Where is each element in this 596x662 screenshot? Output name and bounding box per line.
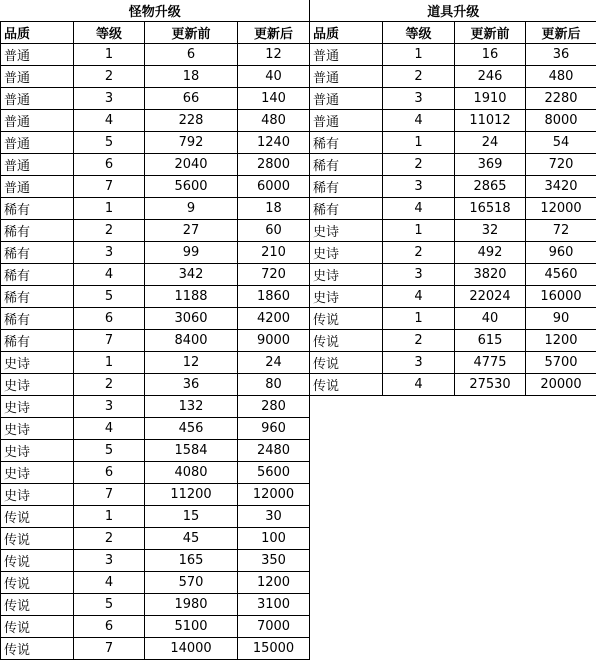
table-row bbox=[1, 44, 310, 66]
quality-cell: 传说 bbox=[1, 506, 74, 528]
after-value-cell: 30 bbox=[238, 506, 310, 528]
quality-cell: 史诗 bbox=[1, 462, 74, 484]
before-value-cell: 3820 bbox=[455, 264, 526, 286]
after-value-cell: 720 bbox=[526, 154, 596, 176]
column-header-level: 等级 bbox=[383, 22, 455, 44]
quality-cell: 稀有 bbox=[310, 176, 383, 198]
level-cell: 1 bbox=[74, 506, 145, 528]
level-cell: 5 bbox=[74, 132, 145, 154]
before-value-cell: 615 bbox=[455, 330, 526, 352]
before-value-cell: 342 bbox=[145, 264, 238, 286]
after-value-cell: 90 bbox=[526, 308, 596, 330]
level-cell: 3 bbox=[383, 264, 455, 286]
level-cell: 7 bbox=[74, 638, 145, 660]
level-cell: 5 bbox=[74, 594, 145, 616]
table-row bbox=[310, 242, 596, 264]
table-row bbox=[1, 396, 310, 418]
level-cell: 2 bbox=[383, 330, 455, 352]
level-cell: 4 bbox=[74, 418, 145, 440]
quality-cell: 史诗 bbox=[1, 396, 74, 418]
level-cell: 2 bbox=[383, 154, 455, 176]
table-row bbox=[310, 66, 596, 88]
after-value-cell: 36 bbox=[526, 44, 596, 66]
table-row bbox=[310, 110, 596, 132]
quality-cell: 稀有 bbox=[310, 132, 383, 154]
quality-cell: 史诗 bbox=[1, 484, 74, 506]
before-value-cell: 5600 bbox=[145, 176, 238, 198]
level-cell: 1 bbox=[74, 44, 145, 66]
quality-cell: 传说 bbox=[310, 374, 383, 396]
quality-cell: 普通 bbox=[1, 66, 74, 88]
table-row bbox=[1, 572, 310, 594]
before-value-cell: 2040 bbox=[145, 154, 238, 176]
quality-cell: 传说 bbox=[1, 550, 74, 572]
table-row bbox=[1, 66, 310, 88]
quality-cell: 稀有 bbox=[1, 264, 74, 286]
before-value-cell: 45 bbox=[145, 528, 238, 550]
before-value-cell: 32 bbox=[455, 220, 526, 242]
quality-cell: 传说 bbox=[310, 352, 383, 374]
quality-cell: 稀有 bbox=[310, 198, 383, 220]
before-value-cell: 246 bbox=[455, 66, 526, 88]
level-cell: 3 bbox=[74, 396, 145, 418]
quality-cell: 史诗 bbox=[310, 242, 383, 264]
level-cell: 4 bbox=[383, 110, 455, 132]
quality-cell: 普通 bbox=[1, 176, 74, 198]
quality-cell: 普通 bbox=[310, 44, 383, 66]
after-value-cell: 8000 bbox=[526, 110, 596, 132]
before-value-cell: 9 bbox=[145, 198, 238, 220]
after-value-cell: 4200 bbox=[238, 308, 310, 330]
after-value-cell: 210 bbox=[238, 242, 310, 264]
after-value-cell: 2480 bbox=[238, 440, 310, 462]
after-value-cell: 80 bbox=[238, 374, 310, 396]
table-row bbox=[1, 308, 310, 330]
before-value-cell: 1980 bbox=[145, 594, 238, 616]
after-value-cell: 40 bbox=[238, 66, 310, 88]
before-value-cell: 1584 bbox=[145, 440, 238, 462]
level-cell: 7 bbox=[74, 330, 145, 352]
level-cell: 3 bbox=[383, 88, 455, 110]
table-row bbox=[1, 374, 310, 396]
before-value-cell: 99 bbox=[145, 242, 238, 264]
table-row bbox=[1, 352, 310, 374]
after-value-cell: 16000 bbox=[526, 286, 596, 308]
before-value-cell: 22024 bbox=[455, 286, 526, 308]
level-cell: 4 bbox=[383, 198, 455, 220]
level-cell: 1 bbox=[74, 198, 145, 220]
after-value-cell: 280 bbox=[238, 396, 310, 418]
item-header-row bbox=[310, 22, 596, 44]
monster-table-title: 怪物升级 bbox=[1, 0, 310, 22]
before-value-cell: 11200 bbox=[145, 484, 238, 506]
table-row bbox=[1, 528, 310, 550]
column-header-before: 更新前 bbox=[455, 22, 526, 44]
after-value-cell: 3100 bbox=[238, 594, 310, 616]
before-value-cell: 27 bbox=[145, 220, 238, 242]
after-value-cell: 1200 bbox=[238, 572, 310, 594]
level-cell: 3 bbox=[383, 352, 455, 374]
quality-cell: 普通 bbox=[310, 66, 383, 88]
table-row bbox=[310, 220, 596, 242]
before-value-cell: 2865 bbox=[455, 176, 526, 198]
quality-cell: 稀有 bbox=[1, 198, 74, 220]
table-row bbox=[1, 616, 310, 638]
level-cell: 6 bbox=[74, 462, 145, 484]
after-value-cell: 140 bbox=[238, 88, 310, 110]
quality-cell: 稀有 bbox=[1, 330, 74, 352]
before-value-cell: 4080 bbox=[145, 462, 238, 484]
after-value-cell: 1860 bbox=[238, 286, 310, 308]
table-row bbox=[1, 506, 310, 528]
after-value-cell: 72 bbox=[526, 220, 596, 242]
level-cell: 7 bbox=[74, 484, 145, 506]
quality-cell: 普通 bbox=[1, 154, 74, 176]
before-value-cell: 1188 bbox=[145, 286, 238, 308]
level-cell: 6 bbox=[74, 308, 145, 330]
before-value-cell: 5100 bbox=[145, 616, 238, 638]
after-value-cell: 4560 bbox=[526, 264, 596, 286]
quality-cell: 普通 bbox=[1, 88, 74, 110]
level-cell: 1 bbox=[383, 220, 455, 242]
level-cell: 2 bbox=[74, 374, 145, 396]
quality-cell: 传说 bbox=[1, 528, 74, 550]
table-row bbox=[310, 374, 596, 396]
level-cell: 3 bbox=[74, 242, 145, 264]
table-row bbox=[1, 132, 310, 154]
level-cell: 2 bbox=[74, 528, 145, 550]
item-upgrade-table bbox=[309, 0, 596, 396]
level-cell: 3 bbox=[74, 88, 145, 110]
table-row bbox=[310, 198, 596, 220]
before-value-cell: 132 bbox=[145, 396, 238, 418]
level-cell: 3 bbox=[74, 550, 145, 572]
after-value-cell: 1200 bbox=[526, 330, 596, 352]
level-cell: 2 bbox=[74, 66, 145, 88]
table-row bbox=[1, 264, 310, 286]
column-header-after: 更新后 bbox=[526, 22, 596, 44]
quality-cell: 史诗 bbox=[1, 352, 74, 374]
level-cell: 6 bbox=[74, 154, 145, 176]
table-row bbox=[310, 44, 596, 66]
after-value-cell: 960 bbox=[238, 418, 310, 440]
after-value-cell: 12 bbox=[238, 44, 310, 66]
after-value-cell: 2800 bbox=[238, 154, 310, 176]
before-value-cell: 12 bbox=[145, 352, 238, 374]
after-value-cell: 480 bbox=[238, 110, 310, 132]
table-row bbox=[310, 132, 596, 154]
quality-cell: 稀有 bbox=[1, 308, 74, 330]
level-cell: 4 bbox=[74, 264, 145, 286]
table-row bbox=[1, 418, 310, 440]
before-value-cell: 18 bbox=[145, 66, 238, 88]
table-row bbox=[310, 308, 596, 330]
level-cell: 4 bbox=[74, 110, 145, 132]
column-header-level: 等级 bbox=[74, 22, 145, 44]
after-value-cell: 20000 bbox=[526, 374, 596, 396]
table-row bbox=[1, 462, 310, 484]
column-header-after: 更新后 bbox=[238, 22, 310, 44]
before-value-cell: 492 bbox=[455, 242, 526, 264]
after-value-cell: 1240 bbox=[238, 132, 310, 154]
before-value-cell: 369 bbox=[455, 154, 526, 176]
table-row bbox=[1, 594, 310, 616]
before-value-cell: 8400 bbox=[145, 330, 238, 352]
before-value-cell: 3060 bbox=[145, 308, 238, 330]
after-value-cell: 350 bbox=[238, 550, 310, 572]
after-value-cell: 54 bbox=[526, 132, 596, 154]
before-value-cell: 14000 bbox=[145, 638, 238, 660]
level-cell: 5 bbox=[74, 286, 145, 308]
quality-cell: 史诗 bbox=[310, 286, 383, 308]
before-value-cell: 16518 bbox=[455, 198, 526, 220]
table-row bbox=[310, 264, 596, 286]
after-value-cell: 720 bbox=[238, 264, 310, 286]
quality-cell: 普通 bbox=[1, 44, 74, 66]
table-row bbox=[1, 154, 310, 176]
quality-cell: 普通 bbox=[1, 132, 74, 154]
after-value-cell: 60 bbox=[238, 220, 310, 242]
table-row bbox=[1, 550, 310, 572]
table-row bbox=[1, 198, 310, 220]
column-header-before: 更新前 bbox=[145, 22, 238, 44]
table-row bbox=[310, 176, 596, 198]
level-cell: 2 bbox=[383, 242, 455, 264]
after-value-cell: 100 bbox=[238, 528, 310, 550]
level-cell: 6 bbox=[74, 616, 145, 638]
quality-cell: 史诗 bbox=[1, 374, 74, 396]
quality-cell: 史诗 bbox=[310, 264, 383, 286]
after-value-cell: 24 bbox=[238, 352, 310, 374]
level-cell: 2 bbox=[74, 220, 145, 242]
table-row bbox=[1, 242, 310, 264]
quality-cell: 史诗 bbox=[1, 418, 74, 440]
table-row bbox=[1, 440, 310, 462]
quality-cell: 普通 bbox=[310, 110, 383, 132]
after-value-cell: 480 bbox=[526, 66, 596, 88]
table-row bbox=[1, 176, 310, 198]
before-value-cell: 11012 bbox=[455, 110, 526, 132]
level-cell: 1 bbox=[383, 44, 455, 66]
quality-cell: 传说 bbox=[1, 572, 74, 594]
before-value-cell: 228 bbox=[145, 110, 238, 132]
after-value-cell: 960 bbox=[526, 242, 596, 264]
after-value-cell: 15000 bbox=[238, 638, 310, 660]
quality-cell: 史诗 bbox=[1, 440, 74, 462]
before-value-cell: 27530 bbox=[455, 374, 526, 396]
level-cell: 1 bbox=[383, 132, 455, 154]
monster-header-row bbox=[1, 22, 310, 44]
quality-cell: 普通 bbox=[310, 88, 383, 110]
after-value-cell: 18 bbox=[238, 198, 310, 220]
table-row bbox=[1, 286, 310, 308]
quality-cell: 传说 bbox=[310, 330, 383, 352]
after-value-cell: 5600 bbox=[238, 462, 310, 484]
after-value-cell: 5700 bbox=[526, 352, 596, 374]
quality-cell: 普通 bbox=[1, 110, 74, 132]
before-value-cell: 456 bbox=[145, 418, 238, 440]
quality-cell: 稀有 bbox=[1, 286, 74, 308]
quality-cell: 传说 bbox=[1, 616, 74, 638]
before-value-cell: 40 bbox=[455, 308, 526, 330]
quality-cell: 传说 bbox=[310, 308, 383, 330]
before-value-cell: 15 bbox=[145, 506, 238, 528]
level-cell: 4 bbox=[383, 374, 455, 396]
before-value-cell: 24 bbox=[455, 132, 526, 154]
level-cell: 5 bbox=[74, 440, 145, 462]
table-row bbox=[1, 110, 310, 132]
after-value-cell: 3420 bbox=[526, 176, 596, 198]
table-row bbox=[1, 88, 310, 110]
table-row bbox=[310, 330, 596, 352]
quality-cell: 稀有 bbox=[1, 220, 74, 242]
after-value-cell: 12000 bbox=[238, 484, 310, 506]
before-value-cell: 36 bbox=[145, 374, 238, 396]
before-value-cell: 4775 bbox=[455, 352, 526, 374]
quality-cell: 稀有 bbox=[310, 154, 383, 176]
quality-cell: 史诗 bbox=[310, 220, 383, 242]
quality-cell: 传说 bbox=[1, 638, 74, 660]
table-row bbox=[1, 638, 310, 660]
table-row bbox=[1, 330, 310, 352]
after-value-cell: 12000 bbox=[526, 198, 596, 220]
item-table-title: 道具升级 bbox=[310, 0, 596, 22]
level-cell: 2 bbox=[383, 66, 455, 88]
column-header-quality: 品质 bbox=[310, 22, 383, 44]
after-value-cell: 6000 bbox=[238, 176, 310, 198]
before-value-cell: 66 bbox=[145, 88, 238, 110]
level-cell: 7 bbox=[74, 176, 145, 198]
after-value-cell: 9000 bbox=[238, 330, 310, 352]
table-row bbox=[1, 220, 310, 242]
after-value-cell: 2280 bbox=[526, 88, 596, 110]
table-row bbox=[310, 154, 596, 176]
level-cell: 3 bbox=[383, 176, 455, 198]
before-value-cell: 165 bbox=[145, 550, 238, 572]
quality-cell: 传说 bbox=[1, 594, 74, 616]
table-row bbox=[310, 88, 596, 110]
before-value-cell: 792 bbox=[145, 132, 238, 154]
before-value-cell: 6 bbox=[145, 44, 238, 66]
level-cell: 1 bbox=[383, 308, 455, 330]
after-value-cell: 7000 bbox=[238, 616, 310, 638]
quality-cell: 稀有 bbox=[1, 242, 74, 264]
column-header-quality: 品质 bbox=[1, 22, 74, 44]
level-cell: 1 bbox=[74, 352, 145, 374]
level-cell: 4 bbox=[74, 572, 145, 594]
table-row bbox=[310, 286, 596, 308]
level-cell: 4 bbox=[383, 286, 455, 308]
table-row bbox=[1, 484, 310, 506]
before-value-cell: 1910 bbox=[455, 88, 526, 110]
table-row bbox=[310, 352, 596, 374]
before-value-cell: 570 bbox=[145, 572, 238, 594]
before-value-cell: 16 bbox=[455, 44, 526, 66]
